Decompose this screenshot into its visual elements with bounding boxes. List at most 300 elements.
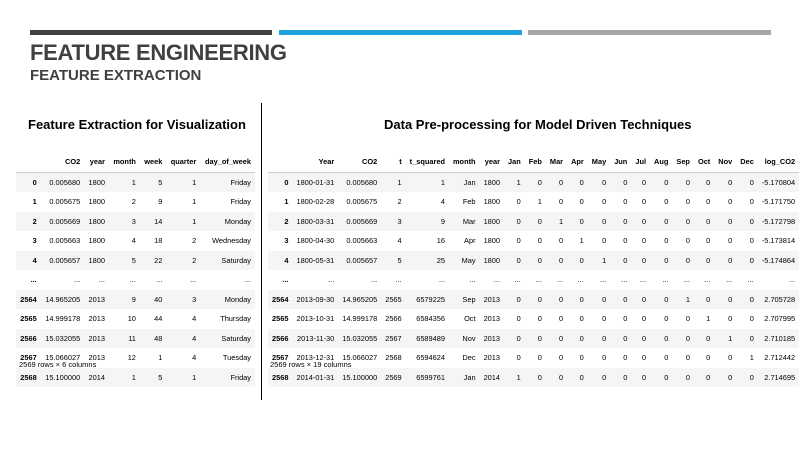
table-cell: 0	[516, 333, 521, 343]
table-cell: 0	[664, 353, 669, 363]
table-cell: Dec	[462, 353, 476, 363]
table-cell: ...	[190, 275, 197, 285]
row-index: 4	[284, 255, 289, 265]
table-cell: 2.714695	[764, 372, 796, 382]
table-cell: ...	[600, 275, 607, 285]
table-cell: 0	[749, 255, 754, 265]
column-header: Jul	[631, 152, 650, 172]
table-cell: ...	[662, 275, 669, 285]
row-index: 2565	[20, 314, 37, 324]
table-cell: 15.066027	[45, 353, 81, 363]
table-cell: 5	[158, 177, 163, 187]
table-cell: ...	[244, 275, 251, 285]
table-cell: 0	[602, 216, 607, 226]
table-cell: 2013	[88, 333, 105, 343]
table-cell: 0	[602, 294, 607, 304]
table-cell: 0	[749, 177, 754, 187]
preprocessed-table-footer: 2569 rows × 19 columns	[270, 360, 352, 369]
table-cell: 0	[623, 372, 628, 382]
table-cell: 1800-03-31	[296, 216, 335, 226]
column-header: day_of_week	[200, 152, 255, 172]
row-index: 2568	[272, 372, 289, 382]
table-cell: 0	[706, 353, 711, 363]
table-cell: Friday	[230, 197, 251, 207]
table-cell: ...	[469, 275, 476, 285]
table-cell: Friday	[230, 372, 251, 382]
table-cell: 0	[749, 333, 754, 343]
table-cell: 0	[664, 197, 669, 207]
table-cell: 1800	[88, 236, 105, 246]
table-cell: 1	[579, 236, 584, 246]
table-cell: 0	[579, 294, 584, 304]
table-cell: 1800	[483, 197, 501, 207]
table-cell: 0.005663	[346, 236, 378, 246]
row-index: 2566	[20, 333, 37, 343]
table-cell: 0	[706, 197, 711, 207]
table-cell: Wednesday	[212, 236, 251, 246]
row-index: 2565	[272, 314, 289, 324]
table-cell: ...	[156, 275, 163, 285]
table-row	[268, 172, 799, 192]
table-cell: ...	[129, 275, 136, 285]
feature-table	[16, 152, 255, 387]
table-cell: 1	[685, 294, 690, 304]
table-cell: ...	[639, 275, 647, 285]
table-cell: 2014-01-31	[296, 372, 335, 382]
table-cell: 9	[131, 294, 136, 304]
table-cell: 1	[516, 177, 521, 187]
table-cell: 2013-10-31	[296, 314, 335, 324]
column-header: Jun	[610, 152, 631, 172]
table-cell: 0	[537, 353, 542, 363]
table-cell: 6594624	[416, 353, 445, 363]
table-cell: ...	[683, 275, 690, 285]
table-cell: 2013	[483, 333, 501, 343]
table-cell: 2568	[385, 353, 402, 363]
table-cell: 0	[728, 197, 733, 207]
table-cell: 22	[154, 255, 163, 265]
table-cell: 9	[158, 197, 163, 207]
table-cell: 0	[623, 216, 628, 226]
table-cell: Mar	[462, 216, 476, 226]
table-row	[16, 309, 255, 329]
column-header: Jan	[504, 152, 525, 172]
table-cell: 0	[641, 236, 647, 246]
column-header: Aug	[650, 152, 672, 172]
table-row	[16, 270, 255, 290]
table-cell: 2.712442	[764, 353, 796, 363]
table-cell: 1800	[483, 236, 501, 246]
table-cell: 1800-02-28	[296, 197, 335, 207]
column-header: quarter	[166, 152, 200, 172]
table-cell: 0	[558, 333, 564, 343]
table-cell: Saturday	[221, 255, 251, 265]
table-cell: 3	[192, 294, 197, 304]
table-cell: ...	[788, 275, 796, 285]
table-cell: 0	[664, 216, 669, 226]
row-index: 2568	[20, 372, 37, 382]
table-cell: 0	[623, 197, 628, 207]
table-cell: 2565	[385, 294, 402, 304]
table-cell: Monday	[224, 216, 251, 226]
table-cell: 2.707995	[764, 314, 796, 324]
table-cell: ...	[514, 275, 521, 285]
table-cell: May	[461, 255, 476, 265]
table-cell: 1	[192, 177, 197, 187]
column-header: Mar	[546, 152, 567, 172]
table-cell: 0	[537, 372, 542, 382]
table-cell: Apr	[464, 236, 476, 246]
table-cell: 0	[558, 314, 564, 324]
column-header: year	[84, 152, 109, 172]
table-cell: 6579225	[416, 294, 445, 304]
table-cell: 5	[131, 255, 136, 265]
table-cell: ...	[98, 275, 105, 285]
table-cell: 1800	[88, 255, 105, 265]
table-cell: Tuesday	[222, 353, 251, 363]
table-cell: 0	[579, 255, 584, 265]
table-cell: 48	[154, 333, 163, 343]
table-cell: Sep	[462, 294, 476, 304]
table-cell: 0	[602, 372, 607, 382]
row-index: 3	[284, 236, 289, 246]
table-cell: 0.005669	[346, 216, 378, 226]
table-cell: 15.032055	[342, 333, 378, 343]
table-cell: 0	[685, 197, 690, 207]
table-cell: 2	[131, 197, 136, 207]
table-cell: 11	[128, 333, 136, 343]
table-cell: 0	[641, 216, 647, 226]
table-cell: 2	[192, 255, 197, 265]
table-cell: 0	[623, 294, 628, 304]
table-cell: 3	[397, 216, 402, 226]
row-index: 2564	[20, 294, 37, 304]
table-cell: 16	[436, 236, 445, 246]
table-cell: 14.965205	[342, 294, 378, 304]
table-cell: 0	[641, 353, 647, 363]
table-row	[16, 368, 255, 388]
table-cell: 0.005680	[346, 177, 378, 187]
row-index: 2566	[272, 333, 289, 343]
table-cell: 10	[127, 314, 136, 324]
table-cell: 0	[537, 216, 542, 226]
table-cell: 0	[516, 314, 521, 324]
table-cell: 0	[602, 177, 607, 187]
table-cell: ...	[577, 275, 584, 285]
table-cell: 14.999178	[342, 314, 378, 324]
table-cell: 0	[579, 333, 584, 343]
table-cell: 0	[728, 294, 733, 304]
table-cell: 0	[537, 236, 542, 246]
table-row	[268, 231, 799, 251]
table-cell: 0	[579, 216, 584, 226]
table-cell: 0	[558, 197, 564, 207]
table-cell: 0	[537, 177, 542, 187]
table-cell: ...	[74, 275, 81, 285]
table-cell: 1	[728, 333, 733, 343]
table-cell: 1	[131, 372, 136, 382]
table-cell: 0	[516, 353, 521, 363]
table-cell: 0	[623, 333, 628, 343]
table-cell: -5.172798	[761, 216, 796, 226]
table-cell: 0	[685, 372, 690, 382]
table-cell: 0	[749, 314, 754, 324]
table-cell: 0	[749, 197, 754, 207]
column-header: Oct	[694, 152, 714, 172]
table-cell: Oct	[464, 314, 476, 324]
table-cell: 1800-01-31	[296, 177, 335, 187]
table-cell: ...	[371, 275, 378, 285]
table-cell: 0	[602, 353, 607, 363]
table-cell: ...	[556, 275, 564, 285]
table-cell: 25	[436, 255, 445, 265]
right-panel-title: Data Pre-processing for Model Driven Techniques	[384, 117, 692, 132]
table-cell: 0.005657	[346, 255, 378, 265]
table-cell: 0.005680	[49, 177, 81, 187]
table-cell: 2013	[88, 353, 105, 363]
table-row	[268, 329, 799, 349]
table-cell: 0	[749, 216, 754, 226]
table-cell: Nov	[462, 333, 476, 343]
table-cell: 0	[664, 314, 669, 324]
table-cell: 0	[623, 314, 628, 324]
column-header: Sep	[672, 152, 694, 172]
table-cell: 40	[154, 294, 163, 304]
table-row	[268, 309, 799, 329]
table-cell: 2013	[483, 353, 501, 363]
table-cell: 6589489	[416, 333, 445, 343]
table-cell: 0	[579, 314, 584, 324]
table-cell: 0	[516, 236, 521, 246]
row-index: 2564	[272, 294, 289, 304]
table-cell: 0	[749, 236, 754, 246]
table-cell: ...	[726, 275, 733, 285]
column-header: t_squared	[406, 152, 449, 172]
table-cell: 1	[516, 372, 521, 382]
table-row	[16, 329, 255, 349]
table-cell: 1	[749, 353, 754, 363]
table-cell: ...	[747, 275, 754, 285]
table-cell: 15.032055	[45, 333, 81, 343]
table-cell: 0	[685, 177, 690, 187]
table-cell: 0	[706, 333, 711, 343]
table-cell: 0	[516, 255, 521, 265]
column-header: Year	[292, 152, 338, 172]
table-cell: 1	[131, 177, 136, 187]
table-cell: 1	[397, 177, 402, 187]
table-cell: 4	[192, 353, 197, 363]
column-header	[268, 152, 292, 172]
table-cell: 0	[664, 294, 669, 304]
accent-bar-gray	[528, 30, 771, 35]
table-cell: 0	[537, 333, 542, 343]
table-cell: 0	[706, 177, 711, 187]
table-cell: 1800	[483, 255, 501, 265]
table-cell: 2013-09-30	[296, 294, 335, 304]
table-cell: 0	[728, 353, 733, 363]
table-cell: 14.965205	[45, 294, 81, 304]
table-cell: 0	[728, 314, 733, 324]
table-row	[16, 212, 255, 232]
table-cell: Jan	[463, 177, 476, 187]
slide-title: FEATURE ENGINEERING	[30, 40, 287, 65]
table-header-row	[16, 152, 255, 172]
table-cell: 1	[440, 177, 445, 187]
table-cell: 0	[664, 333, 669, 343]
table-cell: Saturday	[221, 333, 251, 343]
table-cell: 0.005669	[49, 216, 81, 226]
table-cell: 4	[192, 333, 197, 343]
row-index: 1	[32, 197, 37, 207]
table-cell: 0	[623, 177, 628, 187]
row-index: 2567	[20, 353, 37, 363]
table-cell: 0	[641, 255, 647, 265]
table-cell: 4	[397, 236, 402, 246]
table-cell: ...	[621, 275, 628, 285]
table-row	[16, 290, 255, 310]
table-cell: 0	[685, 255, 690, 265]
table-cell: 2567	[385, 333, 402, 343]
table-row	[16, 192, 255, 212]
column-header: year	[480, 152, 504, 172]
table-cell: 5	[397, 255, 402, 265]
table-cell: 0	[579, 197, 584, 207]
table-cell: 0	[728, 372, 733, 382]
table-cell: 0	[558, 236, 564, 246]
column-header: t	[381, 152, 405, 172]
row-index: 1	[284, 197, 289, 207]
accent-bar-blue	[279, 30, 522, 35]
table-cell: 3	[131, 216, 136, 226]
table-cell: 0	[641, 372, 647, 382]
table-cell: 2566	[385, 314, 402, 324]
table-cell: 0	[664, 177, 669, 187]
table-cell: 0	[664, 255, 669, 265]
table-cell: 0	[685, 236, 690, 246]
table-row	[268, 290, 799, 310]
feature-table-footer: 2569 rows × 6 columns	[19, 360, 97, 369]
table-row	[16, 251, 255, 271]
table-cell: 2013	[88, 314, 105, 324]
row-index: 2	[32, 216, 37, 226]
table-cell: 0	[602, 197, 607, 207]
table-cell: 1	[158, 353, 163, 363]
table-cell: 15.100000	[45, 372, 81, 382]
table-cell: 1800	[483, 177, 501, 187]
table-cell: ...	[395, 275, 402, 285]
column-header: Apr	[567, 152, 588, 172]
table-cell: 1800	[88, 216, 105, 226]
table-cell: Friday	[230, 177, 251, 187]
table-cell: 0	[685, 333, 690, 343]
table-cell: 0	[685, 216, 690, 226]
table-cell: 0	[558, 372, 564, 382]
table-cell: 0	[641, 333, 647, 343]
table-cell: 5	[158, 372, 163, 382]
table-cell: 0	[516, 294, 521, 304]
row-index: 4	[32, 255, 37, 265]
table-cell: 1800	[88, 197, 105, 207]
row-index: 0	[284, 177, 289, 187]
table-cell: 1	[558, 216, 564, 226]
table-cell: 0	[579, 177, 584, 187]
slide-subtitle: FEATURE EXTRACTION	[30, 67, 202, 84]
table-cell: Feb	[462, 197, 476, 207]
table-cell: ...	[328, 275, 335, 285]
vertical-divider	[261, 103, 262, 400]
table-cell: 0	[706, 236, 711, 246]
row-index: 3	[32, 236, 37, 246]
table-cell: 2014	[483, 372, 501, 382]
table-row	[268, 192, 799, 212]
table-cell: 0	[749, 294, 754, 304]
accent-bar-dark	[30, 30, 272, 35]
table-cell: 0	[641, 197, 647, 207]
column-header	[16, 152, 41, 172]
table-cell: 0	[728, 216, 733, 226]
table-cell: -5.171750	[761, 197, 796, 207]
table-cell: 1800-04-30	[296, 236, 335, 246]
table-cell: 1	[192, 372, 197, 382]
table-row	[268, 251, 799, 271]
table-cell: 0	[623, 353, 628, 363]
table-cell: 0	[641, 314, 647, 324]
table-row	[16, 231, 255, 251]
table-cell: 0	[558, 177, 564, 187]
table-cell: 0	[623, 255, 628, 265]
table-cell: 0	[537, 255, 542, 265]
table-cell: 0.005657	[49, 255, 81, 265]
table-cell: 0	[516, 197, 521, 207]
column-header: May	[588, 152, 610, 172]
table-cell: -5.170804	[761, 177, 796, 187]
table-cell: 2014	[88, 372, 105, 382]
table-cell: ...	[438, 275, 445, 285]
table-cell: 2013	[483, 294, 501, 304]
table-cell: Jan	[463, 372, 476, 382]
table-cell: 18	[154, 236, 163, 246]
table-row	[16, 172, 255, 192]
table-cell: ...	[704, 275, 711, 285]
table-cell: 0.005675	[346, 197, 378, 207]
table-cell: 2.705728	[764, 294, 796, 304]
table-cell: 0	[602, 314, 607, 324]
table-cell: 4	[131, 236, 136, 246]
table-cell: ...	[493, 275, 501, 285]
table-cell: 2013	[483, 314, 501, 324]
table-cell: 1	[706, 314, 711, 324]
table-cell: 0.005663	[49, 236, 81, 246]
table-cell: 6584356	[416, 314, 445, 324]
table-cell: ...	[535, 275, 542, 285]
table-row	[268, 368, 799, 388]
table-cell: 2	[397, 197, 402, 207]
column-header: log_CO2	[758, 152, 799, 172]
table-cell: Monday	[224, 294, 251, 304]
column-header: Dec	[736, 152, 758, 172]
table-cell: 2013	[88, 294, 105, 304]
column-header: Nov	[714, 152, 736, 172]
table-cell: 0	[664, 236, 669, 246]
row-index: 2567	[272, 353, 289, 363]
table-cell: 0	[623, 236, 628, 246]
table-cell: 1800-05-31	[296, 255, 335, 265]
table-cell: 0	[579, 372, 584, 382]
table-cell: 0	[664, 372, 669, 382]
table-cell: 44	[154, 314, 163, 324]
table-cell: 0	[728, 236, 733, 246]
table-cell: 0	[558, 255, 564, 265]
